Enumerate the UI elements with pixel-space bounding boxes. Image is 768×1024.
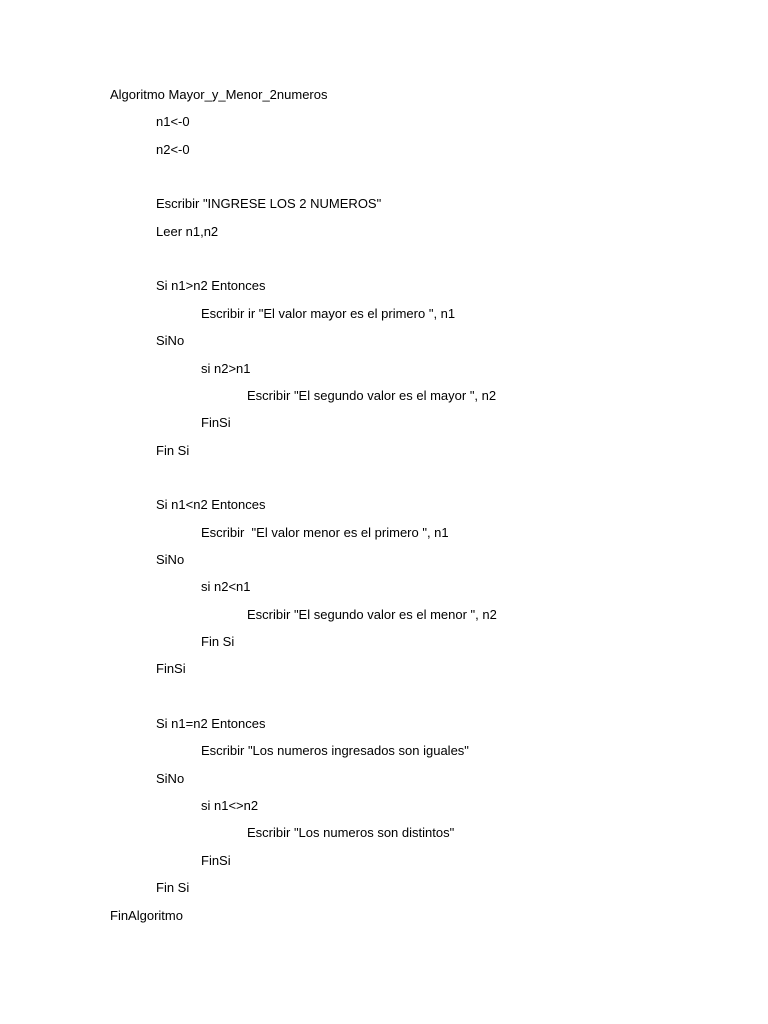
code-line: Fin Si <box>156 880 190 895</box>
code-line: SiNo <box>156 552 185 567</box>
code-line: Algoritmo Mayor_y_Menor_2numeros <box>110 87 328 102</box>
code-line: n2<-0 <box>156 142 190 157</box>
code-line: Escribir "Los numeros ingresados son iguales" <box>201 743 469 758</box>
code-line: Si n1<n2 Entonces <box>156 497 266 512</box>
code-line: FinSi <box>201 415 231 430</box>
code-line: SiNo <box>156 771 185 786</box>
code-line: SiNo <box>156 333 185 348</box>
code-line: Escribir "El segundo valor es el mayor ", n2 <box>247 388 497 403</box>
code-line: FinSi <box>201 853 231 868</box>
code-line: n1<-0 <box>156 114 190 129</box>
code-line: Escribir "Los numeros son distintos" <box>247 825 455 840</box>
code-line: si n1<>n2 <box>201 798 259 813</box>
code-line: Escribir ir "El valor mayor es el primero ", n1 <box>201 306 456 321</box>
code-line: Escribir "INGRESE LOS 2 NUMEROS" <box>156 196 382 211</box>
code-line: Escribir "El segundo valor es el menor ", n2 <box>247 607 497 622</box>
code-line: Si n1=n2 Entonces <box>156 716 266 731</box>
code-line: Fin Si <box>156 443 190 458</box>
code-line: Si n1>n2 Entonces <box>156 278 266 293</box>
code-line: si n2<n1 <box>201 579 251 594</box>
code-line: FinSi <box>156 661 186 676</box>
code-line: Fin Si <box>201 634 235 649</box>
code-line: FinAlgoritmo <box>110 908 183 923</box>
code-line: si n2>n1 <box>201 361 251 376</box>
code-line: Escribir "El valor menor es el primero ", n1 <box>201 525 449 540</box>
code-line: Leer n1,n2 <box>156 224 219 239</box>
